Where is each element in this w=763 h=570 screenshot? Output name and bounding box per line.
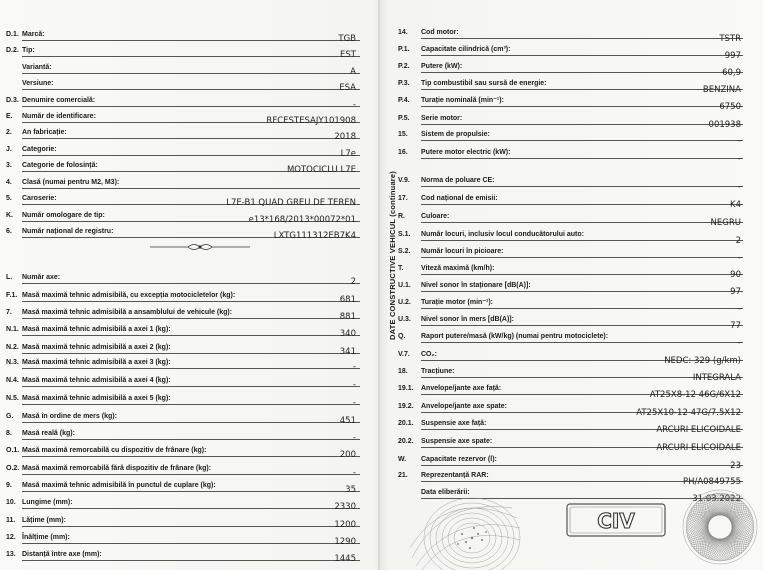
field-number: F.1.	[6, 292, 18, 299]
field-underline	[22, 138, 360, 139]
field-label: Lățime (mm):	[22, 517, 66, 524]
field-label: Tip:	[22, 47, 35, 54]
field-underline	[421, 55, 743, 56]
field-underline	[421, 240, 743, 241]
field-number: 15.	[398, 131, 408, 138]
field-underline	[421, 72, 743, 73]
field-label: Masă maximă tehnic admisibilă a axei 1 (kg):	[22, 326, 171, 333]
field-value: A	[350, 67, 356, 77]
field-value: 1200	[334, 520, 356, 530]
field-value: EST	[340, 50, 356, 60]
field-underline	[421, 291, 743, 292]
rosette-seal-icon	[680, 487, 760, 567]
field-number: D.3.	[6, 97, 19, 104]
field-underline	[421, 257, 743, 258]
field-underline	[22, 543, 360, 544]
field-underline	[22, 456, 360, 457]
field-number: 11.	[6, 517, 16, 524]
field-value: -	[352, 380, 356, 390]
field-number: N.3.	[6, 359, 19, 366]
field-number: U.1.	[398, 282, 411, 289]
field-value: LXTG111312EB7K4	[273, 231, 356, 241]
field-number: P.3.	[398, 80, 410, 87]
field-number: 4.	[6, 179, 12, 186]
field-label: Masă maximă tehnic admisibilă a ansamblului de vehicule (kg):	[22, 309, 233, 316]
right-field-row	[392, 384, 763, 402]
field-label: Reprezentanță RAR:	[421, 472, 489, 479]
right-field-row	[392, 79, 763, 97]
right-field-row	[392, 419, 763, 437]
right-field-row	[392, 28, 763, 46]
field-number: G.	[6, 413, 14, 420]
field-number: N.2.	[6, 344, 19, 351]
field-label: Număr axe:	[22, 274, 61, 281]
field-underline	[421, 342, 743, 343]
field-value: 881	[339, 312, 356, 322]
field-underline	[421, 204, 743, 205]
field-value: 1290	[334, 537, 356, 547]
left-field-row	[0, 358, 372, 376]
right-field-row	[392, 96, 763, 114]
field-label: Masă maximă tehnic admisibilă a axei 3 (kg):	[22, 359, 171, 366]
right-field-row	[392, 350, 763, 368]
field-underline	[22, 386, 360, 387]
left-field-row	[0, 308, 372, 326]
field-label: Putere (kW):	[421, 63, 463, 70]
field-label: Nivel sonor în staționare [dB(A)]:	[421, 282, 531, 289]
field-label: Serie motor:	[421, 115, 463, 122]
section-title: DATE CONSTRUCTIVE VEHICUL (continuare)	[388, 171, 397, 340]
field-underline	[22, 439, 360, 440]
field-number: 8.	[6, 430, 12, 437]
field-label: Culoare:	[421, 213, 450, 220]
field-label: Suspensie axe spate:	[421, 438, 493, 445]
field-number: T.	[398, 265, 404, 272]
field-label: Masă maximă tehnic admisibilă, cu excepția motocicletelor (kg):	[22, 292, 236, 299]
field-label: Categorie de folosință:	[22, 162, 98, 169]
field-underline	[421, 38, 743, 39]
field-value: -	[737, 338, 741, 348]
field-number: P.2.	[398, 63, 410, 70]
field-number: N.5.	[6, 395, 19, 402]
field-value: 001938	[708, 120, 741, 130]
field-value: 1445	[334, 554, 356, 564]
field-value: ARCURI ELICOIDALE	[656, 425, 741, 435]
field-label: Distanță între axe (mm):	[22, 551, 102, 558]
right-field-row	[392, 298, 763, 316]
left-field-row	[0, 325, 372, 343]
field-value: AT25X8-12 46G/6X12	[649, 390, 741, 400]
field-number: N.1.	[6, 326, 19, 333]
field-underline	[22, 368, 360, 369]
field-number: 20.1.	[398, 420, 414, 427]
field-underline	[421, 186, 743, 187]
right-field-row	[392, 62, 763, 80]
left-field-row	[0, 481, 372, 499]
field-label: Clasă (numai pentru M2, M3):	[22, 179, 120, 186]
left-field-row	[0, 498, 372, 516]
field-number: 13.	[6, 551, 16, 558]
field-label: Data eliberării:	[421, 489, 470, 496]
field-underline	[421, 89, 743, 90]
field-number: K.	[6, 212, 13, 219]
field-underline	[22, 474, 360, 475]
field-number: N.4.	[6, 377, 19, 384]
left-field-row	[0, 550, 372, 568]
field-value: ESA	[339, 83, 356, 93]
field-number: 19.2.	[398, 403, 414, 410]
field-label: Masă maximă tehnic admisibilă a axei 5 (kg):	[22, 395, 171, 402]
field-value: -	[737, 136, 741, 146]
field-underline	[22, 301, 360, 302]
field-underline	[22, 283, 360, 284]
field-value: -	[737, 304, 741, 314]
right-field-row	[392, 176, 763, 194]
field-label: Denumire comercială:	[22, 97, 96, 104]
right-field-row	[392, 194, 763, 212]
left-field-row	[0, 394, 372, 412]
field-value: TSTR	[719, 34, 741, 44]
field-label: Cod național de emisii:	[421, 195, 498, 202]
field-value: 2018	[334, 132, 356, 142]
field-label: CO₂:	[421, 351, 437, 358]
field-number: V.9.	[398, 177, 410, 184]
field-label: Norma de poluare CE:	[421, 177, 495, 184]
field-value: -	[352, 433, 356, 443]
field-value: ARCURI ELICOIDALE	[656, 443, 741, 453]
field-number: 12.	[6, 534, 16, 541]
field-underline	[22, 491, 360, 492]
field-label: Anvelope/jante axe spate:	[421, 403, 507, 410]
field-label: Cod motor:	[421, 29, 459, 36]
field-value: -	[352, 100, 356, 110]
field-label: Număr locuri în picioare:	[421, 248, 504, 255]
guilloche-seal-icon	[402, 478, 522, 570]
field-number: Q.	[398, 333, 406, 340]
field-number: 18.	[398, 368, 408, 375]
field-label: An fabricație:	[22, 129, 67, 136]
left-field-row	[0, 273, 372, 291]
right-field-row	[392, 437, 763, 455]
field-number: 7.	[6, 309, 12, 316]
field-value: K4	[730, 200, 741, 210]
right-field-row	[392, 230, 763, 248]
field-label: Masă maximă tehnic admisibilă în punctul de cuplare (kg):	[22, 482, 216, 489]
field-label: Turație nominală (min⁻¹):	[421, 97, 504, 104]
left-field-row	[0, 79, 372, 97]
field-value: 23	[730, 461, 741, 471]
right-field-row	[392, 130, 763, 148]
field-underline	[22, 422, 360, 423]
field-value: 31.03.2022	[692, 494, 741, 504]
right-field-row	[392, 212, 763, 230]
right-field-row	[392, 367, 763, 385]
field-label: Masă maximă tehnic admisibilă a axei 4 (kg):	[22, 377, 171, 384]
left-field-row	[0, 446, 372, 464]
field-label: Anvelope/jante axe față:	[421, 385, 502, 392]
field-number: 3.	[6, 162, 12, 169]
field-number: W.	[398, 456, 407, 463]
field-value: MOTOCICLU L7E	[286, 165, 356, 175]
field-value: 2	[350, 277, 356, 287]
field-label: Capacitate cilindrică (cm³):	[421, 46, 511, 53]
field-value: L7E-B1 QUAD GREU DE TEREN	[226, 198, 356, 208]
right-field-row	[392, 45, 763, 63]
field-label: Marcă:	[22, 31, 45, 38]
field-value: 681	[339, 295, 356, 305]
field-label: Număr de identificare:	[22, 113, 96, 120]
left-field-row	[0, 161, 372, 179]
field-underline	[22, 353, 360, 354]
field-value: RFCESTESAJY101908	[266, 116, 356, 126]
field-label: Înălțime (mm):	[22, 534, 70, 541]
field-label: Versiune:	[22, 80, 54, 87]
left-field-row	[0, 464, 372, 482]
field-value: 60,9	[722, 68, 741, 78]
field-value: 2	[735, 236, 741, 246]
field-underline	[22, 56, 360, 57]
field-label: Masă reală (kg):	[22, 430, 75, 437]
field-underline	[22, 89, 360, 90]
field-value: 200	[339, 450, 356, 460]
field-label: Raport putere/masă (kW/kg) (numai pentru motociclete):	[421, 333, 609, 340]
field-number: U.2.	[398, 299, 411, 306]
field-value: 997	[724, 51, 741, 61]
field-label: Categorie:	[22, 146, 57, 153]
field-number: 9.	[6, 482, 12, 489]
field-value: -	[352, 468, 356, 478]
left-field-row	[0, 376, 372, 394]
right-field-row	[392, 332, 763, 350]
left-field-row	[0, 128, 372, 146]
field-number: U.3.	[398, 316, 411, 323]
field-underline	[421, 140, 743, 141]
field-label: Tracțiune:	[421, 368, 455, 375]
field-number: S.1.	[398, 231, 411, 238]
field-number: 17.	[398, 195, 408, 202]
field-value: -	[352, 398, 356, 408]
right-field-row	[392, 264, 763, 282]
field-value: 341	[339, 347, 356, 357]
ornament-divider-icon	[150, 242, 250, 252]
field-label: Capacitate rezervor (l):	[421, 456, 497, 463]
field-underline	[22, 73, 360, 74]
field-number: 2.	[6, 129, 12, 136]
field-label: Număr locuri, inclusiv locul conducătorului auto:	[421, 231, 584, 238]
field-underline	[421, 308, 743, 309]
field-label: Masă maximă remorcabilă fără dispozitiv de frânare (kg):	[22, 465, 212, 472]
field-value: L7e	[340, 149, 356, 159]
field-number: R.	[398, 213, 405, 220]
left-field-row	[0, 291, 372, 309]
page-fold	[378, 0, 380, 570]
field-value: -	[737, 182, 741, 192]
field-label: Sistem de propulsie:	[421, 131, 490, 138]
left-field-row	[0, 46, 372, 64]
field-underline	[22, 318, 360, 319]
field-underline	[421, 274, 743, 275]
right-field-row	[392, 247, 763, 265]
field-value: AT25X10-12 47G/7.5X12	[636, 408, 741, 418]
left-field-row	[0, 516, 372, 534]
field-number: D.2.	[6, 47, 19, 54]
field-underline	[22, 155, 360, 156]
field-underline	[22, 560, 360, 561]
field-number: 19.1.	[398, 385, 414, 392]
field-value: BENZINA	[702, 85, 741, 95]
field-value: 6750	[719, 102, 741, 112]
right-field-row	[392, 281, 763, 299]
field-value: 2330	[334, 502, 356, 512]
field-label: Masă maximă tehnic admisibilă a axei 2 (kg):	[22, 344, 171, 351]
field-label: Viteză maximă (km/h):	[421, 265, 495, 272]
left-field-row	[0, 429, 372, 447]
field-value: 35	[345, 485, 356, 495]
field-label: Număr național de registru:	[22, 228, 114, 235]
field-underline	[421, 158, 743, 159]
civ-logo	[566, 503, 666, 537]
field-value: -	[737, 253, 741, 263]
field-number: J.	[6, 146, 12, 153]
field-value: TGB	[338, 34, 356, 44]
field-number: 5.	[6, 195, 12, 202]
field-value: 97	[730, 287, 741, 297]
field-number: 6.	[6, 228, 12, 235]
field-number: D.1.	[6, 31, 19, 38]
field-underline	[421, 465, 743, 466]
field-label: Turație motor (min⁻¹):	[421, 299, 494, 306]
field-value: 90	[730, 270, 741, 280]
field-number: E.	[6, 113, 13, 120]
field-number: P.4.	[398, 97, 410, 104]
civ-logo-text: CIV	[597, 509, 635, 533]
field-underline	[22, 404, 360, 405]
field-value: 451	[339, 416, 356, 426]
field-underline	[22, 335, 360, 336]
field-value: e13*168/2013*00072*01	[248, 215, 356, 225]
field-underline	[421, 222, 743, 223]
field-number: 20.2.	[398, 438, 414, 445]
left-field-row	[0, 412, 372, 430]
left-field-row	[0, 533, 372, 551]
field-underline	[421, 124, 743, 125]
right-field-row	[392, 402, 763, 420]
field-value: 77	[730, 321, 741, 331]
field-number: 14.	[398, 29, 408, 36]
field-underline	[22, 40, 360, 41]
field-number: O.1.	[6, 447, 20, 454]
field-value: NEDC: 329 (g/km)	[664, 356, 741, 366]
right-field-row	[392, 315, 763, 333]
field-number: S.2.	[398, 248, 411, 255]
field-number: P.1.	[398, 46, 410, 53]
field-underline	[22, 508, 360, 509]
field-label: Masă maximă remorcabilă cu dispozitiv de frânare (kg):	[22, 447, 207, 454]
field-value: 340	[339, 329, 356, 339]
field-label: Nivel sonor în mers [dB(A)]:	[421, 316, 514, 323]
field-number: P.5.	[398, 115, 410, 122]
field-value: -	[352, 362, 356, 372]
left-field-row	[0, 194, 372, 212]
field-value: -	[737, 154, 741, 164]
field-label: Variantă:	[22, 64, 52, 71]
field-label: Tip combustibil sau sursă de energie:	[421, 80, 547, 87]
field-value: NEGRU	[710, 218, 741, 228]
field-underline	[22, 188, 360, 189]
field-number: O.2.	[6, 465, 20, 472]
field-value: PH/A0849755	[682, 477, 741, 487]
field-label: Putere motor electric (kW):	[421, 149, 511, 156]
field-number: 10.	[6, 499, 16, 506]
field-label: Număr omologare de tip:	[22, 212, 105, 219]
field-label: Suspensie axe față:	[421, 420, 487, 427]
field-label: Caroserie:	[22, 195, 57, 202]
field-label: Masă în ordine de mers (kg):	[22, 413, 117, 420]
field-number: 21.	[398, 472, 408, 479]
field-value: INTEGRALA	[692, 373, 741, 383]
right-field-row	[392, 148, 763, 166]
field-number: V.7.	[398, 351, 410, 358]
field-underline	[421, 325, 743, 326]
field-label: Lungime (mm):	[22, 499, 73, 506]
field-number: 16.	[398, 149, 408, 156]
field-underline	[22, 106, 360, 107]
field-underline	[22, 526, 360, 527]
field-number: L.	[6, 274, 13, 281]
field-underline	[421, 106, 743, 107]
